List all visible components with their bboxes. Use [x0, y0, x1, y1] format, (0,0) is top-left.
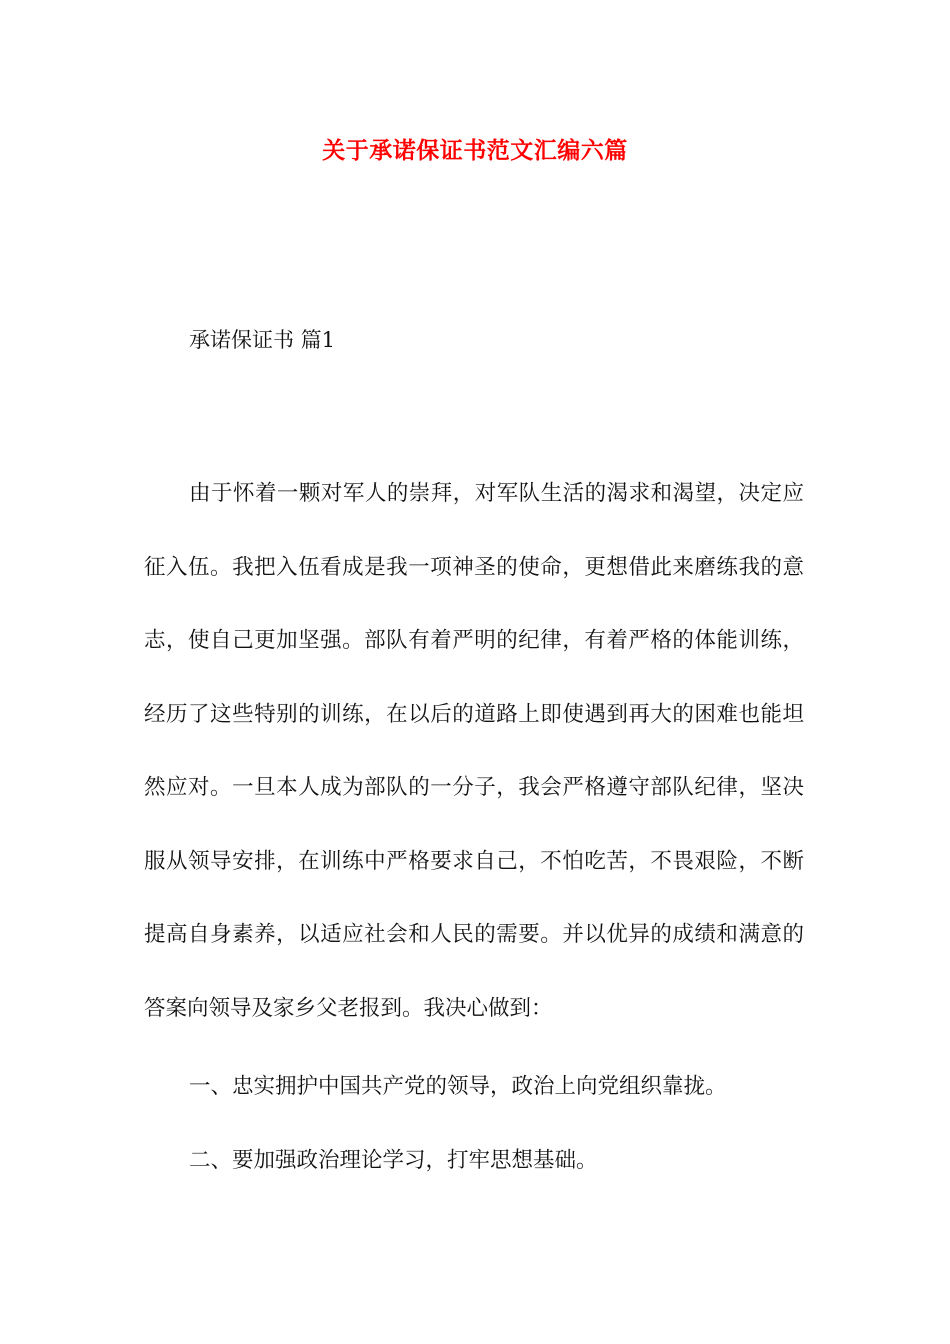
document-title: 关于承诺保证书范文汇编六篇: [322, 138, 628, 164]
body-paragraph: 由于怀着一颗对军人的崇拜，对军队生活的渴求和渴望，决定应征入伍。我把入伍看成是我一项神圣的使命，更想借此来磨练我的意志，使自己更加坚强。部队有着严明的纪律，有着严格的体能训练，经历了这些特别的训练，在以后的道路上即使遇到再大的困难也能坦然应对。一旦本人成为部队的一分子，我会严格遵守部队纪律，坚决服从领导安排，在训练中严格要求自己，不怕吃苦，不畏艰险，不断提高自身素养，以适应社会和人民的需要。并以优异的成绩和满意的答案向领导及家乡父老报到。我决心做到：: [144, 481, 804, 1021]
list-item: 二、要加强政治理论学习，打牢思想基础。: [189, 1148, 598, 1173]
section-heading: 承诺保证书 篇1: [189, 328, 336, 352]
list-item: 一、忠实拥护中国共产党的领导，政治上向党组织靠拢。: [189, 1074, 727, 1099]
